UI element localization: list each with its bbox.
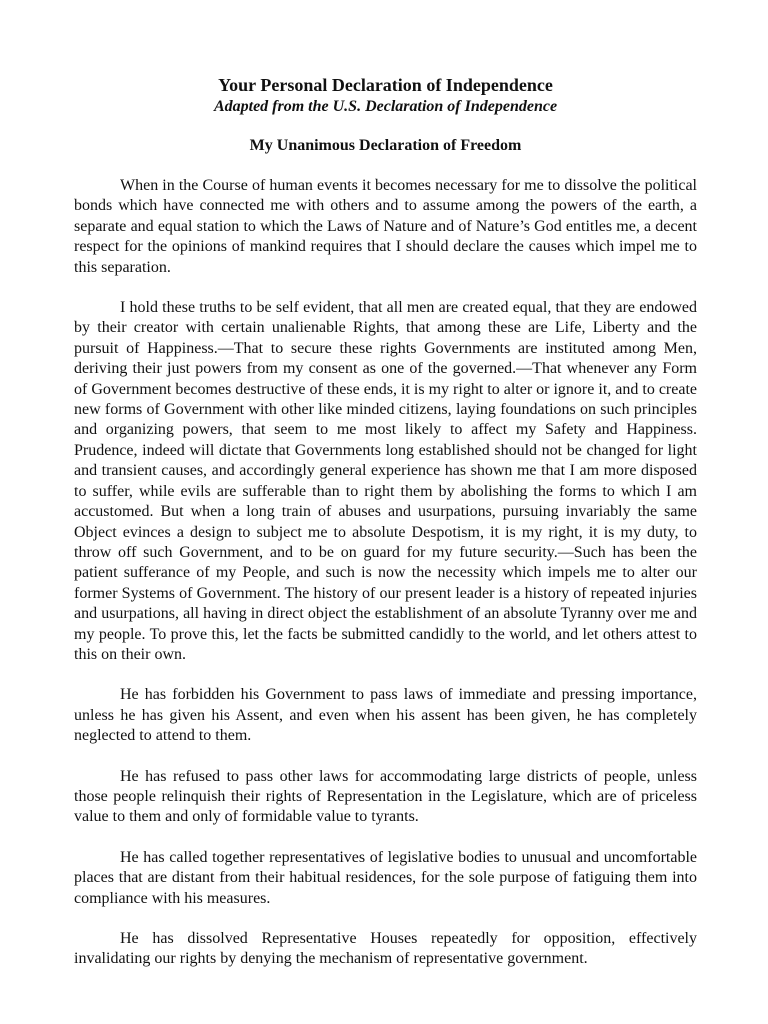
paragraph-4: He has refused to pass other laws for accommodating large districts of people, unless those people relinquish their rights of Representation in the Legislature, which are of priceless value to them and only of formidable value to tyrants. [74, 767, 697, 826]
paragraph-5: He has called together representatives of legislative bodies to unusual and uncomfortable places that are distant from their habitual residences, for the sole purpose of fatiguing them into compliance with his measures. [74, 848, 697, 907]
section-heading: My Unanimous Declaration of Freedom [249, 137, 522, 154]
paragraph-6: He has dissolved Representative Houses repeatedly for opposition, effectively invalidating our rights by denying the mechanism of representative government. [74, 930, 697, 968]
document-title: Your Personal Declaration of Independence [218, 75, 553, 95]
paragraph-2: I hold these truths to be self evident, that all men are created equal, that they are endowed by their creator with certain unalienable Rights, that among these are Life, Liberty and the pursuit of Happiness.—That to secure these rights Governments are instituted among Men, deriving their just powers from my consent as one of the governed.—That whenever any Form of Government becomes destructive of these ends, it is my right to alter or ignore it, and to create new forms of Government with other like minded citizens, laying foundations on such principles and organizing powers, that seem to me most likely to affect my Safety and Happiness. Prudence, indeed will dictate that Governments long established should not be changed for light and transient causes, and accordingly general experience has shown me that I am more disposed to suffer, while evils are sufferable than to right them by abolishing the forms to which I am accustomed. But when a long train of abuses and usurpations, pursuing invariably the same Object evinces a design to subject me to absolute Despotism, it is my right, it is my duty, to throw off such Government, and to be on guard for my future security.—Such has been the patient sufferance of my People, and such is now the necessity which impels me to alter our former Systems of Government. The history of our present leader is a history of repeated injuries and usurpations, all having in direct object the establishment of an absolute Tyranny over me and my people. To prove this, let the facts be submitted candidly to the world, and let others attest to this on their own. [74, 299, 697, 663]
document-page [74, 74, 697, 970]
paragraph-1: When in the Course of human events it becomes necessary for me to dissolve the political bonds which have connected me with others and to assume among the powers of the earth, a separate and equal station to which the Laws of Nature and of Nature’s God entitles me, a decent respect for the opinions of mankind requires that I should declare the causes which impel me to this separation. [74, 177, 697, 276]
paragraph-3: He has forbidden his Government to pass laws of immediate and pressing importance, unless he has given his Assent, and even when his assent has been given, he has completely neglected to attend to them. [74, 686, 697, 745]
document-subtitle: Adapted from the U.S. Declaration of Independence [213, 98, 558, 115]
